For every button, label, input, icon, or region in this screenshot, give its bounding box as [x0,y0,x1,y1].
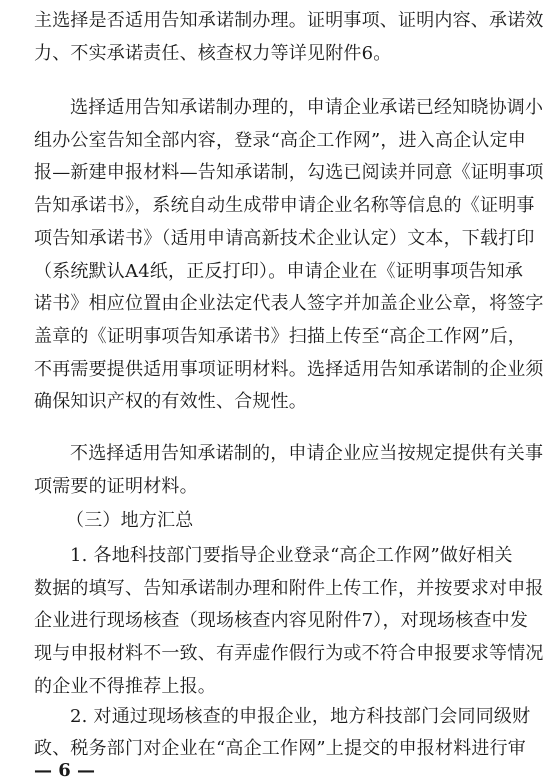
text-line: 项告知承诺书》（适用申请高新技术企业认定）文本，下载打印 [34,228,535,249]
text-line: 数据的填写、告知承诺制办理和附件上传工作，并按要求对申报 [34,578,544,599]
text-line: 不选择适用告知承诺制的，申请企业应当按规定提供有关事 [70,443,544,464]
text-line: 主选择是否适用告知承诺制办理。证明事项、证明内容、承诺效 [34,10,544,31]
text-line: 确保知识产权的有效性、合规性。 [34,391,307,412]
section-heading: （三）地方汇总 [66,510,194,531]
text-line: 告知承诺书》，系统自动生成带申请企业名称等信息的《证明事 [34,195,535,216]
page-number: — 6 — [34,760,96,781]
text-line: 选择适用告知承诺制办理的，申请企业承诺已经知晓协调小 [70,97,544,118]
text-line: 盖章的《证明事项告知承诺书》扫描上传至“高企工作网”后， [34,326,527,347]
text-line: 企业进行现场核查（现场核查内容见附件7），对现场核查中发 [34,610,529,631]
text-line: 2. 对通过现场核查的申报企业，地方科技部门会同同级财 [70,706,531,727]
text-line: 项需要的证明材料。 [34,476,198,497]
text-line: （系统默认A4纸，正反打印）。申请企业在《证明事项告知承 [34,261,524,282]
text-line: 1. 各地科技部门要指导企业登录“高企工作网”做好相关 [70,545,513,566]
text-line: 力、不实承诺责任、核查权力等详见附件6。 [34,43,392,64]
text-line: 组办公室告知全部内容，登录“高企工作网”，进入高企认定申 [34,130,527,151]
text-line: 的企业不得推荐上报。 [34,676,216,697]
text-line: 报—新建申报材料—告知承诺制，勾选已阅读并同意《证明事项 [34,162,544,183]
text-line: 不再需要提供适用事项证明材料。选择适用告知承诺制的企业须 [34,359,544,380]
text-line: 现与申报材料不一致、有弄虚作假行为或不符合申报要求等情况 [34,643,544,664]
text-line: 诺书》相应位置由企业法定代表人签字并加盖企业公章，将签字 [34,293,544,314]
text-line: 政、税务部门对企业在“高企工作网”上提交的申报材料进行审 [34,738,527,759]
